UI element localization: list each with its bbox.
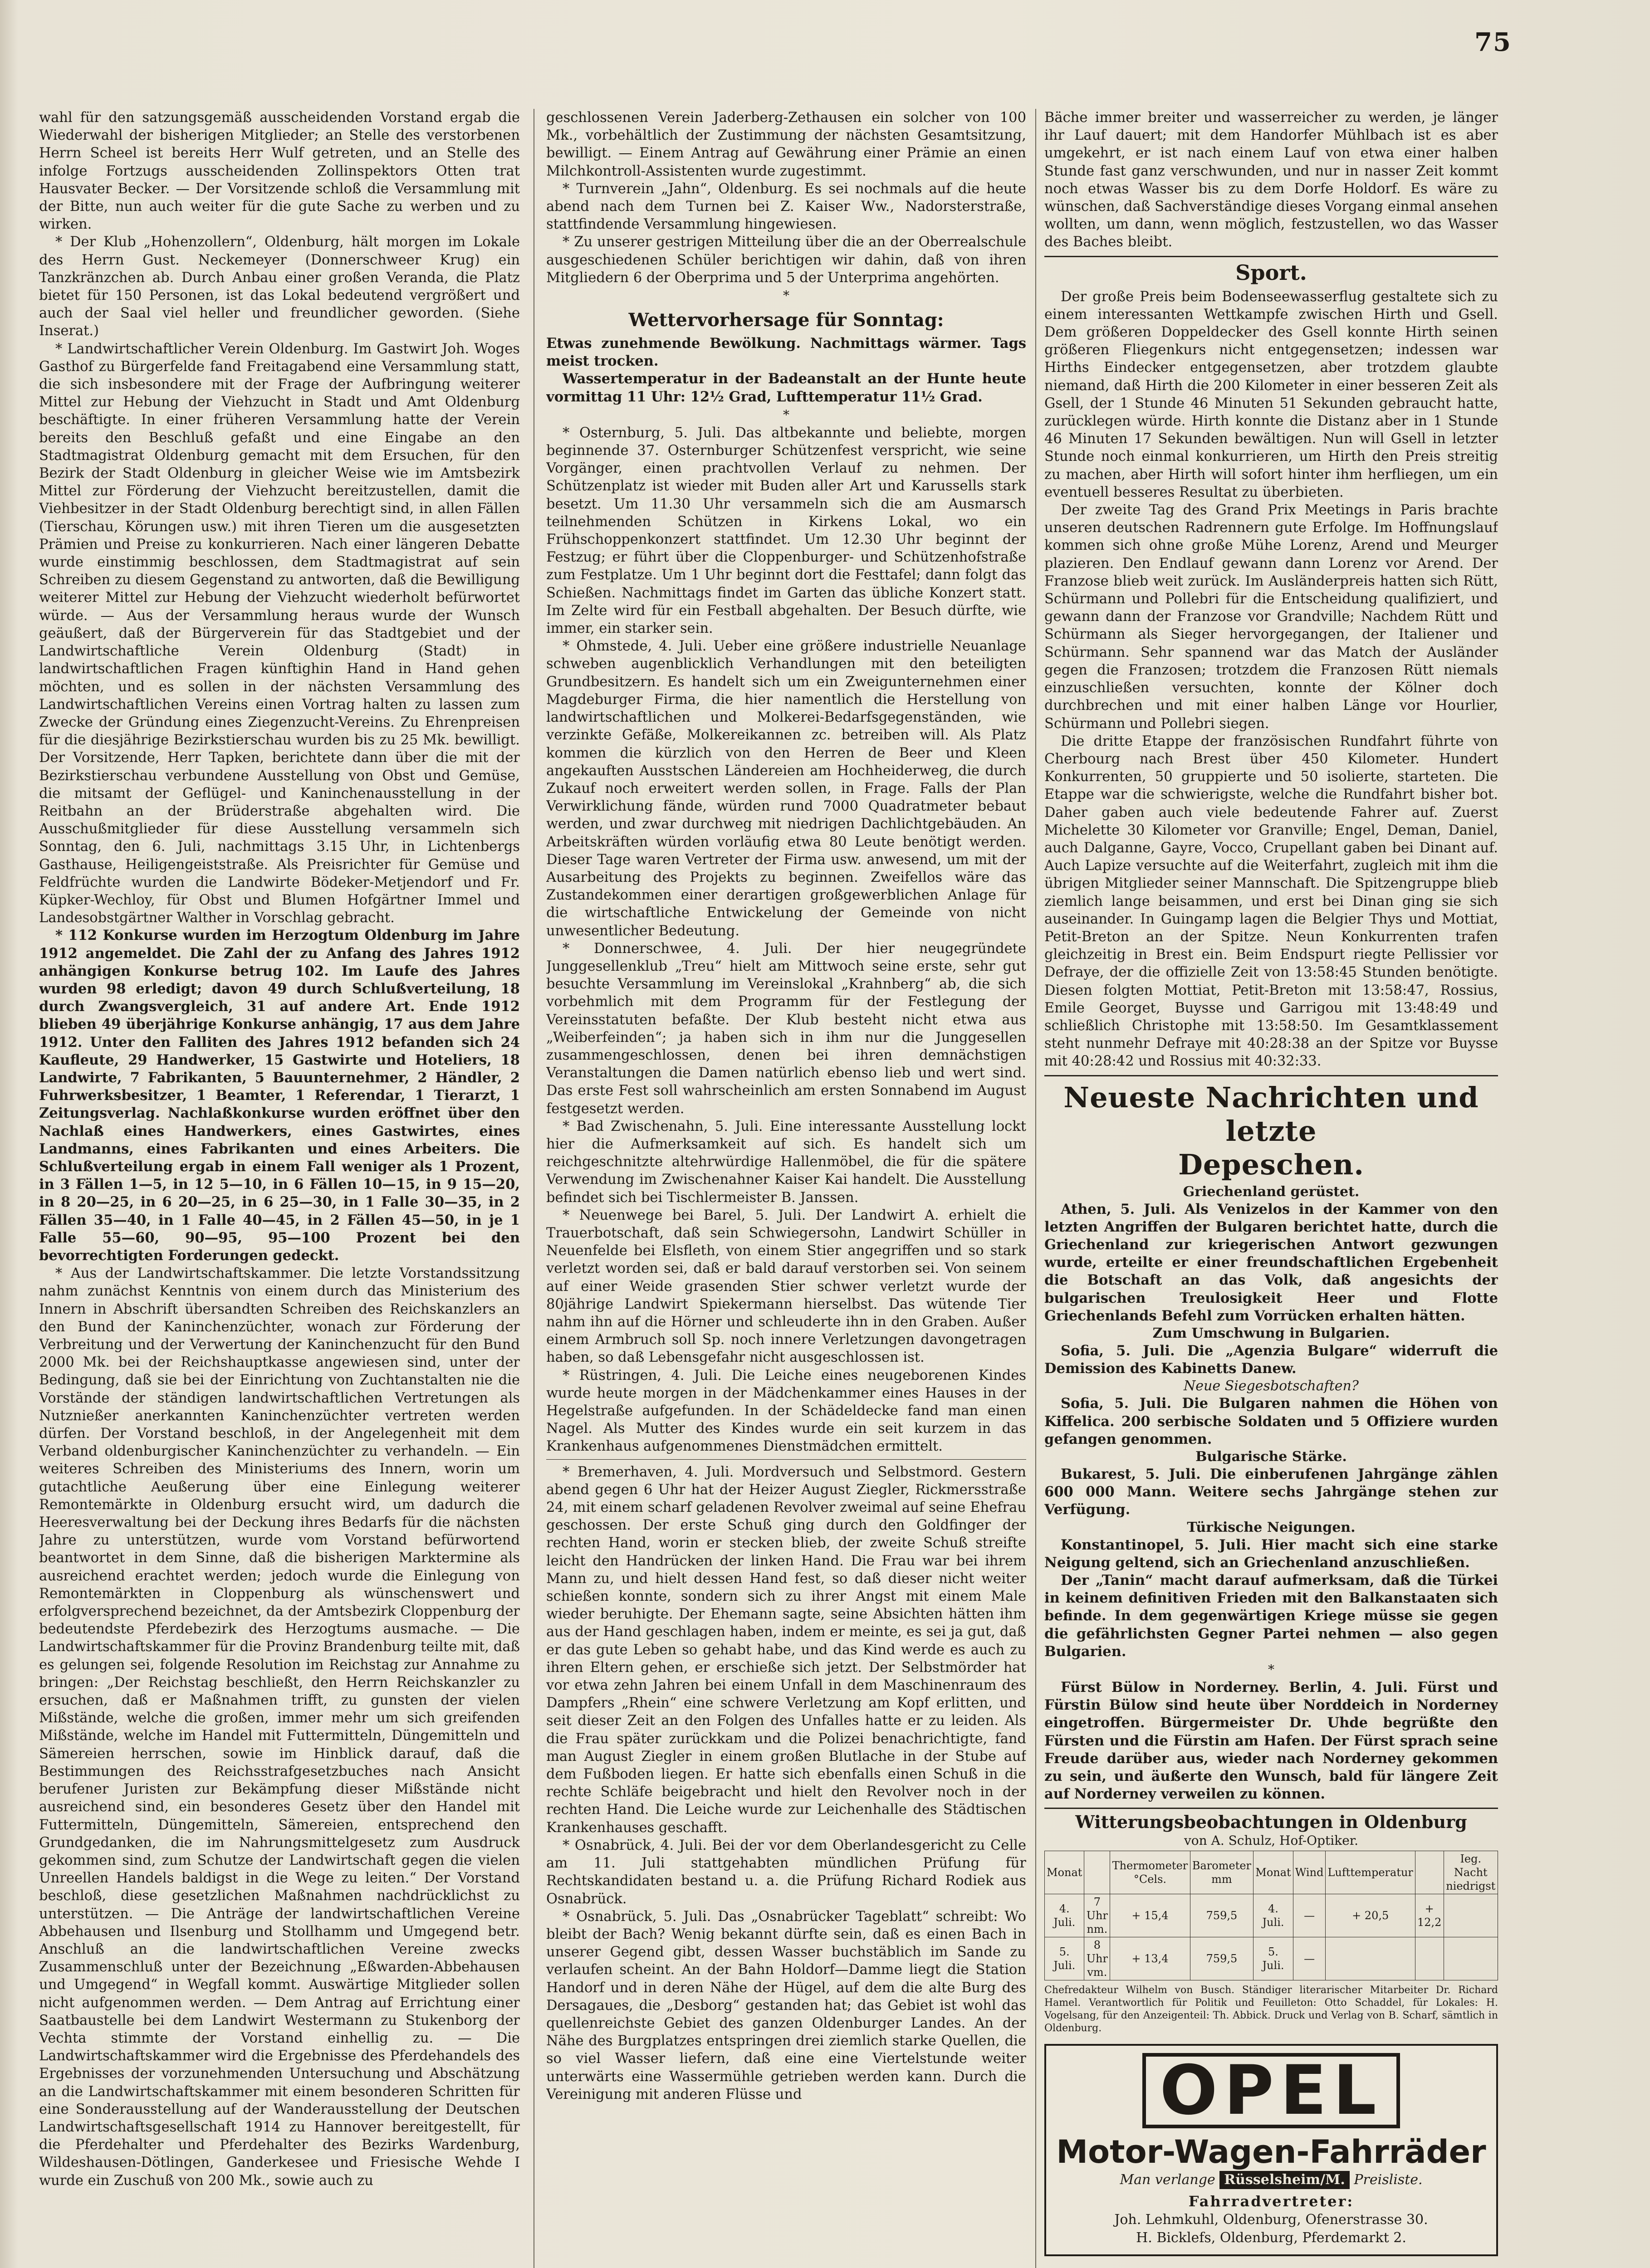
sport-text: Der zweite Tag des Grand Prix Meetings in Paris brachte unseren deutschen Radrennern gute Erfolge. Im Hoffnungslauf kommen sich ohne große Mühe Lorenz, Arend und Meurger plazieren. Den Endlauf gewann dann Lorenz vor Arend. Der Franzose blieb weit zurück. Im Ausländerpreis hatten sich Rütt, Schürmann und Pollebri für die Entscheidung qualifiziert, und gewann dann der Franzose vor Grandville; Nachdem Rütt und Schürmann als Sieger hervorgegangen, der Italiener und Schürmann. Sehr spannend war das Match der Ausländer gegen die Franzosen; trotzdem die Franzosen Rütt niemals einzuschließen versuchten, konnte der Kölner doch durchbrechen und mit einer halben Länge vor Hourlier, Schürmann und Pollebri siegen. [1044,502,1498,732]
news-subheading: Zum Umschwung in Bulgarien. [1152,1325,1390,1341]
table-cell [1444,1937,1498,1980]
ad-dealer: H. Bicklefs, Oldenburg, Pferdemarkt 2. [1136,2230,1406,2246]
table-cell: 8 Uhr vm. [1084,1937,1110,1980]
news-text: Sofia, 5. Juli. Die „Agenzia Bulgare“ widerruft die Demission des Kabinetts Danew. [1044,1342,1498,1377]
article-text: wahl für den satzungsgemäß ausscheidenden Vorstand ergab die Wiederwahl der bisherigen Mitglieder; an Stelle des verstorbenen Herrn Scheel ist bereits Herr Wulf getreten, und an Stelle des infolge Fortzugs ausscheidenden Zollinspektors Otten trat Hausvater Becker. — Der Vorsitzende schloß die Versammlung mit der Bitte, nun auch weiter für die gute Sache zu werben und zu wirken. [39,110,520,233]
table-cell: + 20,5 [1326,1894,1415,1937]
table-header-row [1045,1851,1498,1894]
divider [1044,1075,1498,1076]
water-temperature-text: Wassertemperatur in der Badeanstalt an der Hunte heute vormittag 11 Uhr: 12½ Grad, Lufttemperatur 11½ Grad. [546,371,1026,405]
column-2 [546,109,1026,2268]
divider [1044,1808,1498,1809]
column-1 [39,109,520,2268]
news-heading-line-1: Neueste Nachrichten und letzte [1063,1080,1479,1148]
separator-star: * [1268,1662,1274,1677]
table-header [1084,1851,1110,1894]
news-text: Sofia, 5. Juli. Die Bulgaren nahmen die Höhen von Kiffelica. 200 serbische Soldaten und 5 Offiziere wurden gefangen genommen. [1044,1395,1498,1447]
ad-headline: Motor-Wagen-Fahrräder [1056,2133,1486,2171]
table-cell: 759,5 [1190,1894,1253,1937]
table-cell: — [1293,1937,1326,1980]
article-text: * Zu unserer gestrigen Mitteilung über die an der Oberrealschule ausgeschiedenen Schüler berichtigen wir dahin, daß von ihren Mitgliedern 6 der Oberprima und 5 der Unterprima angehörten. [546,234,1026,286]
opel-advertisement [1044,2044,1498,2256]
news-subheading: Neue Siegesbotschaften? [1184,1378,1359,1394]
news-subheading: Griechenland gerüstet. [1183,1183,1360,1200]
table-cell: 4. Juli. [1045,1894,1084,1937]
article-text: * Turnverein „Jahn“, Oldenburg. Es sei nochmals auf die heute abend nach dem Turnen bei Z. Kaiser Ww., Nadorsterstraße, stattfindende Versammlung hingewiesen. [546,181,1026,233]
sport-text: Die dritte Etappe der französischen Rundfahrt führte von Cherbourg nach Brest über 450 Kilometer. Hundert Konkurrenten, 50 gruppierte und 50 isolierte, starteten. Die Etappe war die schwierigste, welche die Rundfahrt bisher bot. Daher gaben auch viele bedeutende Fahrer auf. Zuerst Michelette 30 Kilometer vor Granville; Engel, Deman, Daniel, auch Dalganne, Gayre, Vocco, Crupellant gaben bei Dinant auf. Auch Lapize versuchte auf die Weiterfahrt, zugleich mit ihm die übrigen Mitglieder seiner Mannschaft. Die Spitzengruppe blieb ziemlich lange beisammen, und erst bei Dinan ging sie sich auseinander. In Guingamp lagen die Belgier Thys und Mottiat, Petit-Breton an der Spitze. Neun Konkurrenten trafen gleichzeitig in Brest ein. Beim Endspurt riegte Pellissier vor Defraye, der die offizielle Zeit von 13:58:45 Stunden benötigte. Diesen folgten Mottiat, Petit-Breton mit 13:58:47, Rossius, Emile Georget, Buysse und Garrigou mit 13:48:49 und schließlich Christophe mit 13:58:50. Im Gesamtklassement steht nunmehr Defraye mit 40:28:38 an der Spitze vor Buysse mit 40:28:42 und Rossius mit 40:32:33. [1044,733,1498,1070]
table-header: Wind [1293,1851,1326,1894]
table-header: Monat [1253,1851,1293,1894]
ad-tagline [1053,2171,1490,2189]
table-cell: 7 Uhr nm. [1084,1894,1110,1937]
divider [546,1459,1026,1460]
article-text: * Osnabrück, 5. Juli. Das „Osnabrücker Tageblatt“ schreibt: Wo bleibt der Bach? Wenig bekannt dürfte sein, daß es einen Bach in unserer Gegend gibt, dessen Wasser buchstäblich im Sande zu verlaufen scheint. An der Bahn Holdorf—Damme liegt die Station Handorf und in deren Nähe der Hügel, auf dem die alte Burg des Dersagaues, die „Desborg“ gestanden hat; das Gebiet ist wohl das quellenreichste Gebiet des ganzen Oldenburger Landes. An der Nähe des Burgplatzes entspringen drei ziemlich starke Quellen, die so viel Wasser liefern, daß eine eine Viertelstunde weiter unterwärts eine Wassermühle getrieben werden kann. Durch die Vereinigung mit anderen Flüsse und [546,1908,1026,2102]
table-cell [1415,1937,1444,1980]
opel-logo: OPEL [1142,2053,1400,2128]
table-cell: 4. Juli. [1253,1894,1293,1937]
table-row [1045,1894,1498,1937]
news-text: Fürst Bülow in Norderney. Berlin, 4. Juli. Fürst und Fürstin Bülow sind heute über Norddeich in Norderney eingetroffen. Bürgermeister Dr. Uhde begrüßte den Fürsten und die Fürstin am Hafen. Der Fürst sprach seine Freude darüber aus, wieder nach Norderney gekommen zu sein, und äußerte den Wunsch, bald für längere Zeit auf Norderney verweilen zu können. [1044,1679,1498,1803]
separator-star: * [783,288,789,303]
ad-dealers-label: Fahrradvertreter: [1188,2193,1354,2210]
table-header [1415,1851,1444,1894]
table-cell: + 12,2 [1415,1894,1444,1937]
separator-star: * [783,407,789,422]
column-rule [1035,109,1036,2268]
ad-tagline-start: Man verlange [1120,2172,1215,2188]
article-text: geschlossenen Verein Jaderberg-Zethausen ein solcher von 100 Mk., vorbehältlich der Zustimmung der nächsten Gesamtsitzung, bewilligt. — Einem Antrag auf Gewährung einer Prämie an einen Milchkontroll-Assistenten wurde zugestimmt. [546,110,1026,179]
news-text: Athen, 5. Juli. Als Venizelos in der Kammer von den letzten Angriffen der Bulgaren berichtet hatte, durch die Griechenland zur kriegerischen Antwort gezwungen wurde, erteilte er einer freundschaftlichen Ergebenheit die Botschaft an das Volk, daß angesichts der bulgarischen Treulosigkeit Heer und Flotte Griechenlands Befehl zum Vorrücken erhalten hätten. [1044,1201,1498,1324]
news-heading-line-2: Depeschen. [1178,1148,1364,1181]
article-text: Bäche immer breiter und wasserreicher zu werden, je länger ihr Lauf dauert; mit dem Handorfer Mühlbach ist es aber umgekehrt, er ist nach einem Lauf von etwa einer halben Stunde fast ganz verschwunden, und nur in nasser Zeit kommt noch etwas Wasser bis zu dem Dorfe Holdorf. Es wäre zu wünschen, daß Sachverständige dieses Vorgang einmal ansehen wollten, um dann, wenn möglich, festzustellen, wo das Wasser des Baches bleibt. [1044,110,1498,250]
table-cell: + 13,4 [1110,1937,1190,1980]
news-text: Bukarest, 5. Juli. Die einberufenen Jahrgänge zählen 600 000 Mann. Weitere sechs Jahrgänge stehen zur Verfügung. [1044,1466,1498,1518]
sport-text: Der große Preis beim Bodenseewasserflug gestaltete sich zu einem interessanten Wettkampfe zwischen Hirth und Gsell. Dem größeren Doppeldecker des Gsell konnte Hirth seinen größeren Fliegenkurs nicht entgegensetzen; indessen war Hirths Eindecker entgegensetzen, aber trotzdem glaubte niemand, daß Hirth die 200 Kilometer in einer besseren Zeit als Gsell, der 1 Stunde 46 Minuten 51 Sekunden gebraucht hatte, zurücklegen würde. Hirth konnte die Distanz aber in 1 Stunde 46 Minuten 17 Sekunden bewältigen. Nun will Gsell in letzter Stunde noch einmal konkurrieren, um Hirth den Preis streitig zu machen, aber Hirth will sofort hinter ihm herfliegen, um ein eventuell besseres Resultat zu überbieten. [1044,288,1498,500]
table-cell: — [1293,1894,1326,1937]
table-header: Barometer mm [1190,1851,1253,1894]
weather-observations-title: Witterungsbeobachtungen in Oldenburg [1075,1812,1467,1833]
table-cell: 759,5 [1190,1937,1253,1980]
ad-dealer: Joh. Lehmkuhl, Oldenburg, Ofenerstrasse 30. [1114,2212,1428,2228]
article-text: * Landwirtschaftlicher Verein Oldenburg. Im Gastwirt Joh. Woges Gasthof zu Bürgerfelde fand Freitagabend eine Versammlung statt, die sich insbesondere mit der Frage der Aufbringung weiterer Mittel zur Hebung der Viehzucht in Stadt und Amt Oldenburg beschäftigte. In einer früheren Versammlung hatte der Verein bereits den Beschluß gefaßt und eine Eingabe an den Stadtmagistrat Oldenburg gemacht mit dem Ersuchen, für den Bezirk der Stadt Oldenburg in gleicher Weise wie im Amtsbezirk Mittel zur Förderung der Viehzucht bereitzustellen, damit die Viehbesitzer in der Stadt Oldenburg berechtigt sind, in allen Fällen (Tierschau, Körungen usw.) mit ihren Tieren um die ausgesetzten Prämien und Preise zu konkurrieren. Nach einer längeren Debatte wurde einstimmig beschlossen, dem Stadtmagistrat auf sein Schreiben zu diesem Gegenstand zu antworten, daß die Bewilligung weiterer Mittel zur Hebung der Viehzucht wiederholt befürwortet würde. — Aus der Versammlung heraus wurde der Wunsch geäußert, daß der Bürgerverein für das Stadtgebiet und der Landwirtschaftliche Verein Oldenburg (Stadt) in landwirtschaftlichen Fragen künftighin Hand in Hand gehen möchten, und es sollen in der nächsten Versammlung des Landwirtschaftlichen Vereins einen Vortrag halten zu lassen zum Zwecke der Gründung eines Ziegenzucht-Vereins. Zu Ehrenpreisen für die diesjährige Bezirkstierschau wurden bis zu 25 Mk. bewilligt. Der Vorsitzende, Herr Tapken, berichtete dann über die mit der Bezirkstierschau verbundene Ausstellung von Obst und Gemüse, die mitsamt der Geflügel- und Kaninchenausstellung in der Reitbahn an der Brüderstraße abgehalten wird. Die Ausschußmitglieder für diese Ausstellung versammeln sich Sonntag, den 6. Juli, nachmittags 3.15 Uhr, in Lichtenbergs Gasthause, Heiligengeiststraße. Als Preisrichter für Gemüse und Feldfrüchte wurden die Landwirte Bödeker-Metjendorf und Fr. Küpker-Wechloy, für Obst und Blumen Hofgärtner Immel und Landesobstgärtner Walther in Vorschlag gebracht. [39,341,520,926]
table-cell: + 15,4 [1110,1894,1190,1937]
article-text: * Donnerschwee, 4. Juli. Der hier neugegründete Junggesellenklub „Treu“ hielt am Mittwoch seine erste, sehr gut besuchte Versammlung im Vereinslokal „Krahnberg“ ab, die sich vorbehmlich mit dem Programm für der Festlegung der Vereinsstatuten befaßte. Der Klub besteht nicht etwa aus „Weiberfeinden“; ja haben sich in ihm nur die Junggesellen zusammengeschlossen, denen bei ihren demnächstigen Veranstaltungen die Damen natürlich ebenso lieb und wert sind. Das erste Fest soll wahrscheinlich am ersten Sonnabend im August festgesetzt werden. [546,940,1026,1117]
article-text: * Neuenwege bei Barel, 5. Juli. Der Landwirt A. erhielt die Trauerbotschaft, daß sein Schwiegersohn, Landwirt Schüller in Neuenfelde bei Elsfleth, von einem Stier angegriffen und so stark verletzt worden sei, daß er bald darauf verstorben sei. Von seinem auf einer Weide grasenden Stier schwer verletzt wurde der 80jährige Landwirt Spiekermann hierselbst. Das wütende Tier nahm ihn auf die Hörner und schleuderte ihn in den Graben. Außer einem Armbruch soll Sp. noch innere Verletzungen davongetragen haben, so daß Lebensgefahr nicht ausgeschlossen ist. [546,1207,1026,1366]
table-cell [1326,1937,1415,1980]
article-text: * 112 Konkurse wurden im Herzogtum Oldenburg im Jahre 1912 angemeldet. Die Zahl der zu Anfang des Jahres 1912 anhängigen Konkurse betrug 102. Im Laufe des Jahres wurden 98 erledigt; davon 49 durch Schlußverteilung, 18 durch Zwangsvergleich, 31 auf andere Art. Ende 1912 blieben 49 überjährige Konkurse anhängig, 17 aus dem Jahre 1912. Unter den Falliten des Jahres 1912 befanden sich 24 Kaufleute, 29 Handwerker, 15 Gastwirte und Hoteliers, 18 Landwirte, 7 Fabrikanten, 5 Bauunternehmer, 2 Händler, 2 Fuhrwerksbesitzer, 1 Beamter, 1 Referendar, 1 Tierarzt, 1 Zeitungsverlag. Nachlaßkonkurse wurden eröffnet über den Nachlaß eines Handwerkers, eines Gastwirtes, eines Landmanns, eines Fabrikanten und eines Arbeiters. Die Schlußverteilung ergab in einem Fall weniger als 1 Prozent, in 3 Fällen 1—5, in 12 5—10, in 6 Fällen 10—15, in 9 15—20, in 8 20—25, in 6 20—25, in 6 25—30, in 1 Falle 30—35, in 2 Fällen 35—40, in 1 Falle 40—45, in 2 Fällen 45—50, in je 1 Falle 55—60, 90—95, 95—100 Prozent bei den bevorrechtigten Forderungen gedeckt. [39,927,520,1264]
table-header: Ieg. Nacht niedrigst [1444,1851,1498,1894]
article-text: * Osternburg, 5. Juli. Das altbekannte und beliebte, morgen beginnende 37. Osternburger Schützenfest verspricht, wie seine Vorgänger, einen prachtvollen Verlauf zu nehmen. Der Schützenplatz ist wieder mit Buden aller Art und Karussells stark besetzt. Um 11.30 Uhr versammeln sich die am Ausmarsch teilnehmenden Schützen in Kirkens Lokal, wo ein Frühschoppenkonzert stattfindet. Um 12.30 Uhr beginnt der Festzug; er führt über die Cloppenburger- und Schützenhofstraße zum Festplatze. Um 1 Uhr beginnt dort die Festtafel; dann folgt das Schießen. Nachmittags findet im Garten das übliche Konzert statt. Im Zelte wird für ein Festball abgehalten. Der Besuch dürfte, wie immer, ein starker sein. [546,425,1026,637]
article-text: * Der Klub „Hohenzollern“, Oldenburg, hält morgen im Lokale des Herrn Gust. Neckemeyer (Donnerschweer Krug) ein Tanzkränzchen ab. Durch Anbau einer großen Veranda, die Platz bietet für 150 Personen, ist das Lokal bedeutend vergrößert und auch der Saal viel heller und freundlicher geworden. (Siehe Inserat.) [39,234,520,339]
table-cell: 5. Juli. [1045,1937,1084,1980]
news-text: Konstantinopel, 5. Juli. Hier macht sich eine starke Neigung geltend, sich an Griechenland anzuschließen. [1044,1536,1498,1571]
ad-location-badge: Rüsselsheim/M. [1219,2171,1350,2189]
table-row [1045,1937,1498,1980]
article-text: * Ohmstede, 4. Juli. Ueber eine größere industrielle Neuanlage schweben augenblicklich Verhandlungen mit den beteiligten Grundbesitzern. Es handelt sich um ein Zweigunternehmen einer Magdeburger Firma, die hier namentlich die Herstellung von landwirtschaftlichen und Molkerei-Bedarfsgegenständen, wie verzinkte Gefäße, Molkereikannen zc. betreiben will. Als Platz kommen die kürzlich von den Herren de Beer und Kleen angekauften Ausstschen Ländereien am Hochheiderweg, die durch Zukauf noch erweitert werden sollen, in Frage. Falls der Plan Verwirklichung fände, würden rund 7000 Quadratmeter bebaut werden, und zwar durchweg mit niedrigen Dachlichtgebäuden. An Arbeitskräften würden vorläufig etwa 80 Leute benötigt werden. Dieser Tage waren Vertreter der Firma usw. anwesend, um mit der Ausarbeitung des Projekts zu beginnen. Zweifellos wäre das Zustandekommen einer derartigen großgewerblichen Anlage für die wirtschaftliche Entwickelung der Gemeinde von nicht unwesentlicher Bedeutung. [546,638,1026,939]
news-heading [1044,1081,1498,1182]
imprint: Chefredakteur Wilhelm von Busch. Ständiger literarischer Mitarbeiter Dr. Richard Hamel. Verantwortlich für Politik und Feuilleton: Otto Schaddel, für Lokales: H. Vogelsang, für den Anzeigenteil: Th. Abbick. Druck und Verlag von B. Scharf, sämtlich in Oldenburg. [1044,1984,1498,2034]
article-text: * Aus der Landwirtschaftskammer. Die letzte Vorstandssitzung nahm zunächst Kenntnis von einem durch das Ministerium des Innern in Abschrift übersandten Schreiben des Reichskanzlers an den Bund der Kaninchenzüchter, wonach zur Förderung der Verbreitung und der Verwertung der Kaninchenzucht für den Bund 2000 Mk. bei der Reichshauptkasse angewiesen sind, unter der Bedingung, daß sie bei der Einrichtung von Zuchtanstalten nie die Vorstände der ständigen landwirtschaftlichen Vertretungen als Nutznießer anerkannten Kaninchenzüchter vertreten werden dürfen. Der Vorstand beschloß, in der Angelegenheit mit dem Verband oldenburgischer Kaninchenzüchter zu verhandeln. — Ein weiteres Schreiben des Ministeriums des Innern, worin um gutachtliche Aeußerung über eine Einlegung weiterer Remontemärkte in Oldenburg ersucht wird, um dadurch die Heeresverwaltung bei der Deckung ihres Bedarfs für die nächsten Jahre zu unterstützen, wurde vom Vorstand befürwortend beantwortet in dem Sinne, daß die bisherigen Marktermine als ausreichend erachtet werden; jedoch wurde die Einlegung von Remontemärkten in Cloppenburg als wünschenswert und erfolgversprechend bezeichnet, da der Amtsbezirk Cloppenburg der bedeutendste Pferdebezirk des Herzogtums ausmache. — Die Landwirtschaftskammer für die Provinz Brandenburg teilte mit, daß es gelungen sei, folgende Resolution im Reichstag zur Annahme zu bringen: „Der Reichstag beschließt, den Herrn Reichskanzler zu ersuchen, daß er Maßnahmen trifft, zu gunsten der vielen Mißstände, welche die großen, immer mehr um sich greifenden Mißstände, welche im Handel mit Futtermitteln, Düngemitteln und Sämereien herrschen, sowie im Hinblick darauf, daß die Bestimmungen des Reichsstrafgesetzbuches nach Ansicht berufener Juristen zur Bekämpfung dieser Mißstände nicht ausreichend sind, ein besonderes Gesetz über den Handel mit Futtermitteln, Düngemitteln, Sämereien, entsprechend den Grundgedanken, die im Nahrungsmittelgesetz zum Ausdruck gekommen sind, zum Schutze der Landwirtschaft gegen die vielen Unreellen Handels baldigst in die Wege zu leiten.“ Der Vorstand beschloß, diese gesetzlichen Maßnahmen nachdrücklichst zu unterstützen. — Die Anträge der landwirtschaftlichen Vereine Abbehausen und Ilsenburg und Stollhamm und Umgegend betr. Anschluß an die landwirtschaftlichen Vereine zwecks Zusammenschluß unter der Bezeichnung „Eßwarden-Abbehausen und Umgegend“ in Wegfall kommt. Auswärtige Mitglieder sollen nicht aufgenommen werden. — Dem Antrag auf Errichtung einer Saatbaustelle bei dem Landwirt Westermann zu Stukenborg der Vechta stimmte der Vorstand einhellig zu. — Die Landwirtschaftskammer wird die Ergebnisse des Pferdehandels des Ergebnisses der vorzunehmenden Untersuchung und Abschätzung an die Landwirtschaftskammer mit einem besonderen Schritten für eine Sonderausstellung auf der Wanderausstellung der Deutschen Landwirtschaftsgesellschaft 1914 zu Hannover bereitgestellt, für die Pferdehalter und Pferdehalter des Bezirks Wardenburg, Wildeshausen-Dötlingen, Ganderkesee und Friesische Wehde I wurde ein Zuschuß von 200 Mk., sowie auch zu [39,1266,520,2189]
weather-table [1044,1851,1498,1980]
table-header: Lufttemperatur [1326,1851,1415,1894]
ad-tagline-end: Preisliste. [1354,2172,1423,2188]
table-header: Monat [1045,1851,1084,1894]
weather-observations-subtitle: von A. Schulz, Hof-Optiker. [1184,1833,1358,1848]
news-subheading: Türkische Neigungen. [1187,1519,1356,1535]
article-text: * Bad Zwischenahn, 5. Juli. Eine interessante Ausstellung lockt hier die Aufmerksamkeit auf sich. Es handelt sich um reichgeschnitzte altehrwürdige Hallenmöbel, die für die spätere Verwendung im Zwischenahner Kaiser Kai handelt. Die Ausstellung befindet sich bei Tischlermeister B. Janssen. [546,1118,1026,1206]
table-cell: 5. Juli. [1253,1937,1293,1980]
weather-forecast-text: Etwas zunehmende Bewölkung. Nachmittags wärmer. Tags meist trocken. [546,335,1026,370]
table-cell [1444,1894,1498,1937]
weather-forecast-heading: Wettervorhersage für Sonntag: [628,309,944,331]
sport-heading: Sport. [1235,260,1307,285]
article-text: * Bremerhaven, 4. Juli. Mordversuch und Selbstmord. Gestern abend gegen 6 Uhr hat der Heizer August Ziegler, Rickmersstraße 24, mit einem scharf geladenen Revolver zweimal auf seine Ehefrau geschossen. Der erste Schuß ging durch den Goldfinger der rechten Hand, worin er stecken blieb, der zweite Schuß streifte leicht den Handrücken der linken Hand. Die Frau war bei ihrem Mann zu, und hielt dessen Hand fest, so daß dieser nicht weiter schießen konnte, sondern sich zu ihrer Angst mit einem Male wieder beruhigte. Der Ehemann sagte, seine Absichten hätten ihm aus der Hand geschlagen haben, indem er meinte, es sei ja gut, daß er das gute Leben so gehabt habe, und das Kind werde es auch zu ihren Eltern gehen, er erschieße sich jetzt. Der Selbstmörder hat vor etwa zehn Jahren bei einem Unfall in dem Maschinenraum des Dampfers „Rhein“ eine schwere Verletzung am Kopf erlitten, und seit dieser Zeit an den Folgen des Unfalles hatte er zu leiden. Als die Frau später zurückkam und die Polizei benachrichtigte, fand man August Ziegler in einem großen Blutlache in der Stube auf dem Fußboden liegen. Er hatte sich ebenfalls einen Schuß in die rechte Schläfe beigebracht und hielt den Revolver noch in der rechten Hand. Die Leiche wurde zur Leichenhalle des Städtischen Krankenhauses geschafft. [546,1464,1026,1836]
news-text: Der „Tanin“ macht darauf aufmerksam, daß die Türkei in keinem definitiven Frieden mit den Balkanstaaten sich befinde. In dem gegenwärtigen Kriege müsse sie gegen die gefährlichsten Gegner Partei nehmen — also gegen Bulgarien. [1044,1572,1498,1660]
divider [1044,256,1498,257]
article-text: * Rüstringen, 4. Juli. Die Leiche eines neugeborenen Kindes wurde heute morgen in der Mädchenkammer eines Hauses in der Hegelstraße aufgefunden. In der Schädeldecke fand man einen Nagel. Als Mutter des Kindes wurde ein seit kurzem in das Krankenhaus aufgenommenes Dienstmädchen ermittelt. [546,1367,1026,1455]
news-subheading: Bulgarische Stärke. [1195,1449,1347,1465]
table-header: Thermometer °Cels. [1110,1851,1190,1894]
article-text: * Osnabrück, 4. Juli. Bei der vor dem Oberlandesgericht zu Celle am 11. Juli stattgehabten mündlichen Prüfung für Rechtskandidaten bestand u. a. die Prüfung Richard Rodiek aus Osnabrück. [546,1837,1026,1907]
page-number: 75 [1474,27,1512,57]
column-3 [1044,109,1498,2268]
